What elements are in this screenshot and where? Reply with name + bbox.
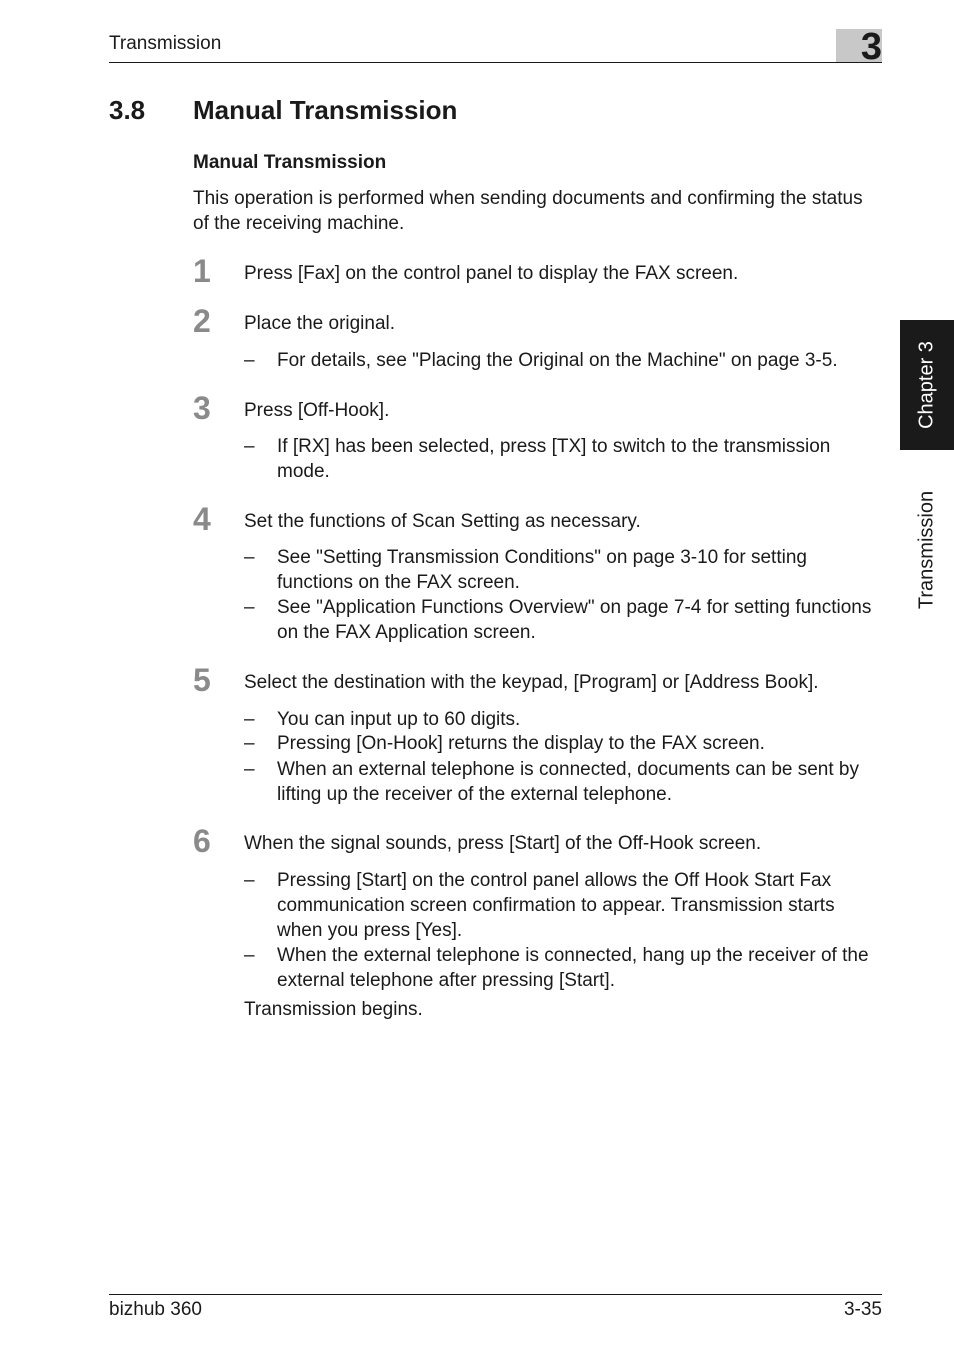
step-text: Select the destination with the keypad, [Program] or [Address Book]. — [244, 672, 819, 693]
step-result: Transmission begins. — [244, 999, 423, 1020]
bullet-item — [244, 731, 884, 756]
subheading: Manual Transmission — [193, 152, 387, 173]
intro-paragraph: This operation is performed when sending documents and confirming the status of the receiving machine. — [193, 188, 863, 234]
bullet-text: Pressing [On-Hook] returns the display to the FAX screen. — [277, 733, 765, 754]
side-tab-chapter — [900, 320, 954, 450]
section-title: Manual Transmission — [193, 95, 458, 125]
bullet-text: For details, see "Placing the Original on the Machine" on page 3-5. — [277, 350, 838, 371]
bullet-dash: – — [244, 759, 255, 780]
chapter-number: 3 — [860, 26, 882, 68]
header-title: Transmission — [109, 33, 222, 54]
step-text: When the signal sounds, press [Start] of the Off-Hook screen. — [244, 833, 762, 854]
side-tab-section-label: Transmission — [915, 490, 938, 610]
step-number: 2 — [193, 303, 211, 339]
step-number: 6 — [193, 823, 211, 859]
footer-page-number: 3-35 — [843, 1299, 882, 1320]
bullet-item — [244, 348, 884, 373]
step-text: Press [Off-Hook]. — [244, 400, 390, 421]
bullet-dash: – — [244, 350, 255, 371]
footer-product: bizhub 360 — [109, 1299, 202, 1320]
footer-rule — [109, 1294, 882, 1295]
bullet-dash: – — [244, 436, 255, 457]
bullet-item — [244, 707, 884, 732]
step-text: Place the original. — [244, 313, 396, 334]
step-number: 4 — [193, 501, 211, 537]
bullet-item — [244, 545, 884, 595]
bullet-item — [244, 595, 884, 645]
bullet-item — [244, 757, 884, 807]
step-number: 5 — [193, 662, 211, 698]
step-text: Set the functions of Scan Setting as necessary. — [244, 511, 641, 532]
bullet-dash: – — [244, 733, 255, 754]
side-tab-chapter-label: Chapter 3 — [915, 341, 938, 429]
header-rule — [109, 62, 882, 63]
bullet-text: When the external telephone is connected, hang up the receiver of the external telephone after pressing [Start]. — [277, 945, 869, 991]
bullet-item — [244, 868, 884, 943]
bullet-text: See "Setting Transmission Conditions" on page 3-10 for setting functions on the FAX screen. — [277, 547, 807, 593]
bullet-dash: – — [244, 870, 255, 891]
bullet-dash: – — [244, 945, 255, 966]
side-tab-section — [900, 470, 954, 630]
bullet-text: When an external telephone is connected, documents can be sent by lifting up the receiver of the external telephone. — [277, 759, 859, 805]
bullet-item — [244, 434, 884, 484]
bullet-dash: – — [244, 547, 255, 568]
step-text: Press [Fax] on the control panel to display the FAX screen. — [244, 263, 739, 284]
bullet-text: See "Application Functions Overview" on page 7-4 for setting functions on the FAX Application screen. — [277, 597, 872, 643]
bullet-text: If [RX] has been selected, press [TX] to switch to the transmission mode. — [277, 436, 831, 482]
bullet-item — [244, 943, 884, 993]
bullet-text: You can input up to 60 digits. — [277, 709, 521, 730]
section-number: 3.8 — [109, 95, 146, 125]
step-number: 3 — [193, 390, 211, 426]
bullet-dash: – — [244, 597, 255, 618]
bullet-text: Pressing [Start] on the control panel allows the Off Hook Start Fax communication screen confirmation to appear. Transmission starts when you press [Yes]. — [277, 870, 835, 941]
bullet-dash: – — [244, 709, 255, 730]
step-number: 1 — [193, 253, 211, 289]
